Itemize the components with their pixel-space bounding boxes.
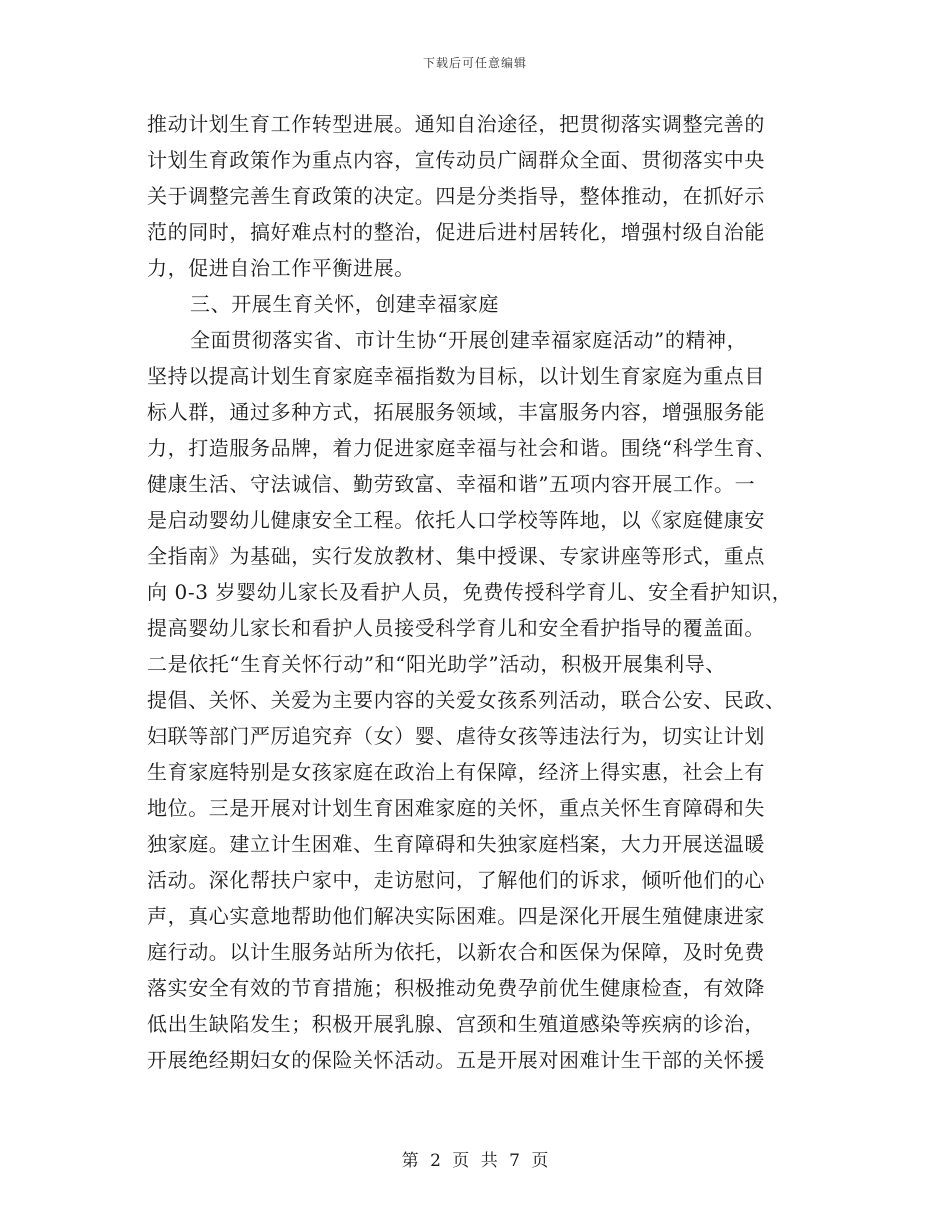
paragraph-line: 计划生育政策作为重点内容，宣传动员广阔群众全面、贯彻落实中央 [147, 148, 765, 172]
paragraph-line: 力，打造服务品牌，着力促进家庭幸福与社会和谐。围绕“科学生育、 [147, 436, 776, 460]
paragraph-line: 向 0-3 岁婴幼儿家长及看护人员，免费传授科学育儿、安全看护知识， [147, 580, 793, 604]
paragraph-line: 范的同时，搞好难点村的整治，促进后进村居转化，增强村级自治能 [147, 220, 765, 244]
paragraph-line: 力，促进自治工作平衡进展。 [147, 256, 415, 280]
paragraph-line: 全面贯彻落实省、市计生协“开展创建幸福家庭活动”的精神， [190, 328, 748, 352]
paragraph-line: 二是依托“生育关怀行动”和“阳光助学”活动，积极开展集利导、 [147, 652, 726, 676]
paragraph-line: 健康生活、守法诚信、勤劳致富、幸福和谐”五项内容开展工作。一 [147, 472, 756, 496]
paragraph-line: 提高婴幼儿家长和看护人员接受科学育儿和安全看护指导的覆盖面。 [147, 616, 765, 640]
paragraph-line: 落实安全有效的节育措施；积极推动免费孕前优生健康检查，有效降 [147, 976, 765, 1000]
paragraph-line: 生育家庭特别是女孩家庭在政治上有保障，经济上得实惠，社会上有 [147, 760, 765, 784]
paragraph-line: 提倡、关怀、关爱为主要内容的关爱女孩系列活动，联合公安、民政、 [147, 688, 786, 712]
paragraph-line: 全指南》为基础，实行发放教材、集中授课、专家讲座等形式，重点 [147, 544, 765, 568]
paragraph-line: 妇联等部门严厉追究弃（女）婴、虐待女孩等违法行为，切实让计划 [147, 724, 765, 748]
paragraph-line: 开展绝经期妇女的保险关怀活动。五是开展对困难计生干部的关怀援 [147, 1048, 765, 1072]
paragraph-line: 坚持以提高计划生育家庭幸福指数为目标，以计划生育家庭为重点目 [147, 364, 765, 388]
paragraph-line: 标人群，通过多种方式，拓展服务领域，丰富服务内容，增强服务能 [147, 400, 765, 424]
paragraph-line: 低出生缺陷发生；积极开展乳腺、宫颈和生殖道感染等疾病的诊治， [147, 1012, 765, 1036]
paragraph-line: 庭行动。以计生服务站所为依托，以新农合和医保为保障，及时免费 [147, 940, 765, 964]
paragraph-line: 三、开展生育关怀，创建幸福家庭 [190, 292, 499, 316]
header-note: 下载后可任意编辑 [422, 56, 527, 70]
paragraph-line: 声，真心实意地帮助他们解决实际困难。四是深化开展生殖健康进家 [147, 904, 765, 928]
paragraph-line: 活动。深化帮扶户家中，走访慰问，了解他们的诉求，倾听他们的心 [147, 868, 765, 892]
paragraph-line: 独家庭。建立计生困难、生育障碍和失独家庭档案，大力开展送温暖 [147, 832, 765, 856]
paragraph-line: 是启动婴幼儿健康安全工程。依托人口学校等阵地，以《家庭健康安 [147, 508, 765, 532]
paragraph-line: 关于调整完善生育政策的决定。四是分类指导，整体推动，在抓好示 [147, 184, 765, 208]
paragraph-line: 推动计划生育工作转型进展。通知自治途径，把贯彻落实调整完善的 [147, 112, 765, 136]
page-number-footer: 第 2 页 共 7 页 [401, 1151, 549, 1171]
paragraph-line: 地位。三是开展对计划生育困难家庭的关怀，重点关怀生育障碍和失 [147, 796, 765, 820]
